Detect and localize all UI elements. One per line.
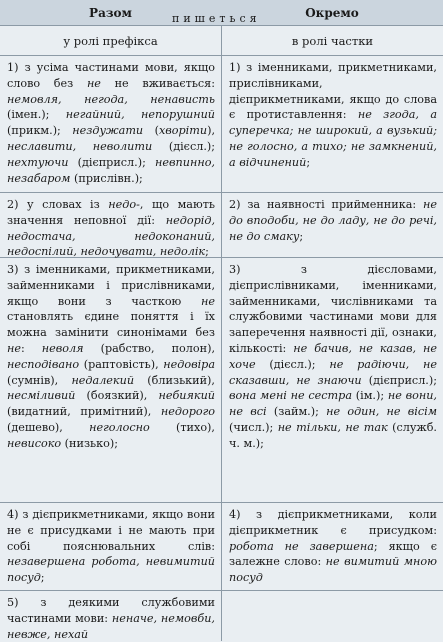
table-row	[0, 591, 443, 641]
rule-text: становлять єдине поняття і їх можна замінити синонімами без	[7, 310, 215, 340]
rule-cell-left	[0, 591, 221, 641]
table-subheader	[0, 26, 443, 56]
italic-example-text: невисоко	[7, 436, 62, 450]
italic-example-text: не радіючи, не сказавши, не знаючи	[229, 357, 437, 387]
italic-example-text: робота не завершена	[229, 539, 374, 553]
rule-text: (прислівн.);	[70, 171, 143, 185]
rule-text: 3) з іменниками, прикметниками, займенниками і прислівниками, якщо вони з часткою	[7, 263, 215, 308]
italic-example-text: не	[7, 341, 21, 355]
rule-text: (раптовість),	[79, 357, 164, 371]
table-row	[0, 503, 443, 591]
rule-text: ; якщо є залежне слово:	[229, 539, 437, 569]
rule-text: (служб. ч. м.);	[229, 420, 437, 450]
rule-cell-left	[0, 56, 221, 192]
rule-cell-right	[221, 258, 443, 502]
rule-cell-right	[221, 591, 443, 641]
italic-example-text: вона мені не сестра	[229, 389, 352, 403]
rule-text: (тихо),	[149, 420, 215, 434]
italic-example-text: негайний, непорушний	[65, 108, 215, 122]
italic-example-text: небиякий	[158, 389, 215, 403]
rule-text: (імен.);	[7, 108, 66, 122]
rule-text: (	[143, 124, 159, 138]
rule-cell-left	[0, 258, 221, 502]
italic-example-text: хворіти	[158, 124, 208, 138]
rule-text: (прикм.);	[7, 124, 73, 138]
italic-example-text: не бачив, не казав, не хоче	[229, 341, 437, 371]
rule-text: 1) з усіма частинами мови, якщо слово без	[7, 61, 215, 90]
italic-example-text: неначе, немовби, невже, нехай	[7, 611, 215, 641]
rule-text: (сумнів),	[7, 373, 72, 387]
rule-text: 4) з дієприкметниками, коли дієприкметник є присудком:	[229, 508, 437, 537]
rule-text: ),	[207, 124, 215, 138]
rule-text: 2) у словах із	[7, 198, 109, 211]
rule-text: 3) з дієсловами, дієприслівниками, іменниками, займенниками, числівниками та службовими частинами мови для заперечення наявності дії, ознаки, кількості:	[229, 263, 437, 355]
italic-example-text: недо-	[108, 198, 140, 211]
rule-text: 4) з дієприкметниками, якщо вони не є присудками і не мають при собі пояснювальних слів:	[7, 508, 215, 553]
table-row	[0, 56, 443, 193]
italic-example-text: не	[86, 76, 101, 90]
rule-text: ;	[40, 571, 45, 585]
rule-text: 2) за наявності прийменника:	[229, 198, 423, 211]
rule-text: (боязкий),	[75, 389, 159, 403]
rule-text: ;	[306, 155, 311, 169]
rule-text: , що мають значення неповної дії:	[7, 198, 215, 227]
table-row	[0, 193, 443, 258]
rule-text: (числ.);	[229, 420, 278, 434]
italic-example-text: нездужати	[72, 124, 144, 138]
rule-text: (ім.);	[352, 389, 388, 403]
rule-text: (дієсл.);	[152, 139, 216, 153]
rule-text: 1) з іменниками, прикметниками, прислівниками, дієприкметниками, якщо до слова є протиставлення:	[229, 61, 437, 122]
italic-example-text: невпинно, незабаром	[7, 155, 215, 185]
table-header	[0, 0, 443, 26]
italic-example-text: неволя	[41, 341, 84, 355]
rule-cell-left	[0, 503, 221, 590]
italic-example-text: не вони, не всі	[229, 389, 437, 419]
italic-example-text: немовля, негода, ненависть	[7, 92, 215, 106]
italic-example-text: неславити, неволити	[7, 139, 153, 153]
rule-cell-right	[221, 193, 443, 257]
header-right-label: Окремо	[305, 5, 359, 20]
italic-example-text: не згода, а суперечка; не широкий, а вузький; не голосно, а тихо; не замкнений, а відчинений	[229, 108, 437, 169]
rule-cell-right	[221, 503, 443, 590]
italic-example-text: несміливий	[7, 389, 76, 403]
rule-text: (дієприсл.);	[68, 155, 156, 169]
italic-example-text: не один, не вісім	[326, 405, 437, 419]
rule-text: (низько);	[61, 436, 119, 450]
italic-example-text: не	[201, 294, 215, 308]
rule-text: ;	[205, 245, 209, 259]
italic-example-text: незавершена робота, невимитий посуд	[7, 555, 215, 585]
italic-example-text: не вимитий мною посуд	[229, 555, 437, 585]
italic-example-text: недорід, недостача, недоконаний, недоспілий, недочувати, недолік	[7, 213, 215, 259]
rule-cell-right	[221, 56, 443, 192]
rule-text: (видатний, примітний),	[7, 405, 161, 419]
rule-text: (дієсл.);	[255, 357, 330, 371]
italic-example-text: нехтуючи	[7, 155, 69, 169]
table-row	[0, 258, 443, 503]
italic-example-text: недорого	[160, 405, 215, 419]
rule-cell-left	[0, 193, 221, 257]
header-middle-label: пишеться	[172, 11, 261, 25]
subheader-right: в ролі частки	[221, 26, 443, 55]
rule-text: (дешево),	[7, 420, 90, 434]
rule-text: (близький),	[134, 373, 215, 387]
rule-text: 5) з деякими службовими частинами мови:	[7, 596, 215, 625]
subheader-left: у ролі префікса	[63, 33, 158, 48]
header-left-label: Разом	[89, 5, 132, 20]
rule-text: (займ.);	[266, 405, 327, 419]
italic-example-text: несподівано	[7, 357, 80, 371]
italic-example-text: неголосно	[89, 420, 150, 434]
rule-text: не вживається:	[100, 76, 215, 90]
italic-example-text: недалекий	[71, 373, 135, 387]
italic-example-text: не тільки, не так	[277, 420, 388, 434]
rule-text: (рабство, полон),	[83, 341, 215, 355]
italic-example-text: не до вподоби, не до ладу, не до речі, не до смаку	[229, 198, 437, 243]
rule-text: ;	[299, 229, 304, 243]
italic-example-text: недовіра	[163, 357, 215, 371]
rule-text: (дієприсл.);	[361, 373, 437, 387]
rule-text: :	[21, 341, 42, 355]
header-left	[0, 5, 261, 25]
